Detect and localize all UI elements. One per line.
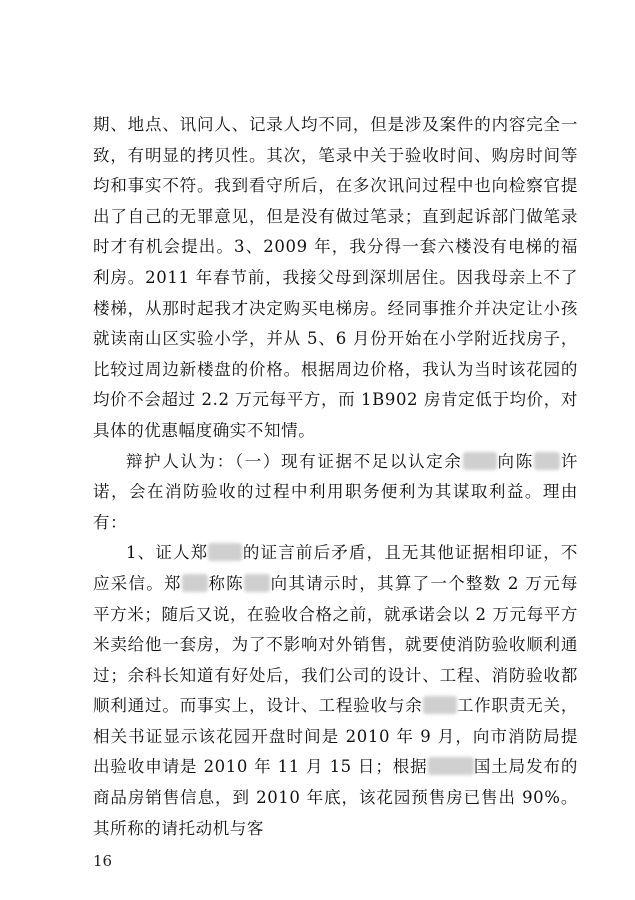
paragraph-2 [93,447,578,539]
paragraph-3 [93,538,578,844]
paragraph-3-text-d: 向其请示时，其算了一个整数 2 万元每平方米；随后又说，在验收合格之前，就承诺会以 2 万元每平方米卖给他一套房，为了不影响对外销售，就要使消防验收顺利通过；余科长知道有好处后，我们公司的设计、工程、消防验收都顺利通过。而事实上，设计、工程验收与余 [93,573,579,716]
redaction-mark [534,452,560,470]
redaction-mark [463,452,497,470]
paragraph-3-text-b: 的证言前后矛盾，且无其他证据相印证，不应采信。郑 [93,543,579,593]
paragraph-2-text-a: 辩护人认为：（一）现有证据不足以认定余 [126,451,463,471]
paragraph-3-text-a: 1、证人郑 [126,543,209,563]
redaction-mark [428,757,474,775]
paragraph-1: 期、地点、讯问人、记录人均不同，但是涉及案件的内容完全一致，有明显的拷贝性。其次，笔录中关于验收时间、购房时间等均和事实不符。我到看守所后，在多次讯问过程中也向检察官提出了自己的无罪意见，但是没有做过笔录；直到起诉部门做笔录时才有机会提出。3、2009 年，我分得一套六楼没有电梯的福利房。2011 年春节前，我接父母到深圳居住。因我母亲上不了楼梯，从那时起我才决定购买电梯房。经同事推介并决定让小孩就读南山区实验小学，并从 5、6 月份开始在小学附近找房子，比较过周边新楼盘的价格。根据周边价格，我认为当时该花园的均价不会超过 2.2 万元每平方，而 1B902 房肯定低于均价，对具体的优惠幅度确实不知情。 [93,115,578,440]
paragraph-2-text-c: 许诺，会在消防验收的过程中利用职务便利为其谋取利益。理由有： [93,451,579,532]
redaction-mark [208,543,242,561]
page-number: 16 [93,852,113,870]
document-body [93,110,578,844]
redaction-mark [423,696,457,714]
paragraph-3-text-f: 国土局发布的商品房销售信息，到 2010 年底，该花园预售房已售出 90%。其所称的请托动机与客 [93,757,578,838]
paragraph-3-text-e: 工作职责无关，相关书证显示该花园开盘时间是 2010 年 9 月，向市消防局提出验收申请是 2010 年 11 月 15 日；根据 [93,696,578,777]
redaction-mark [244,574,270,592]
paragraph-2-text-b: 向陈 [496,451,534,471]
redaction-mark [182,574,208,592]
paragraph-3-text-c: 称陈 [207,573,244,593]
